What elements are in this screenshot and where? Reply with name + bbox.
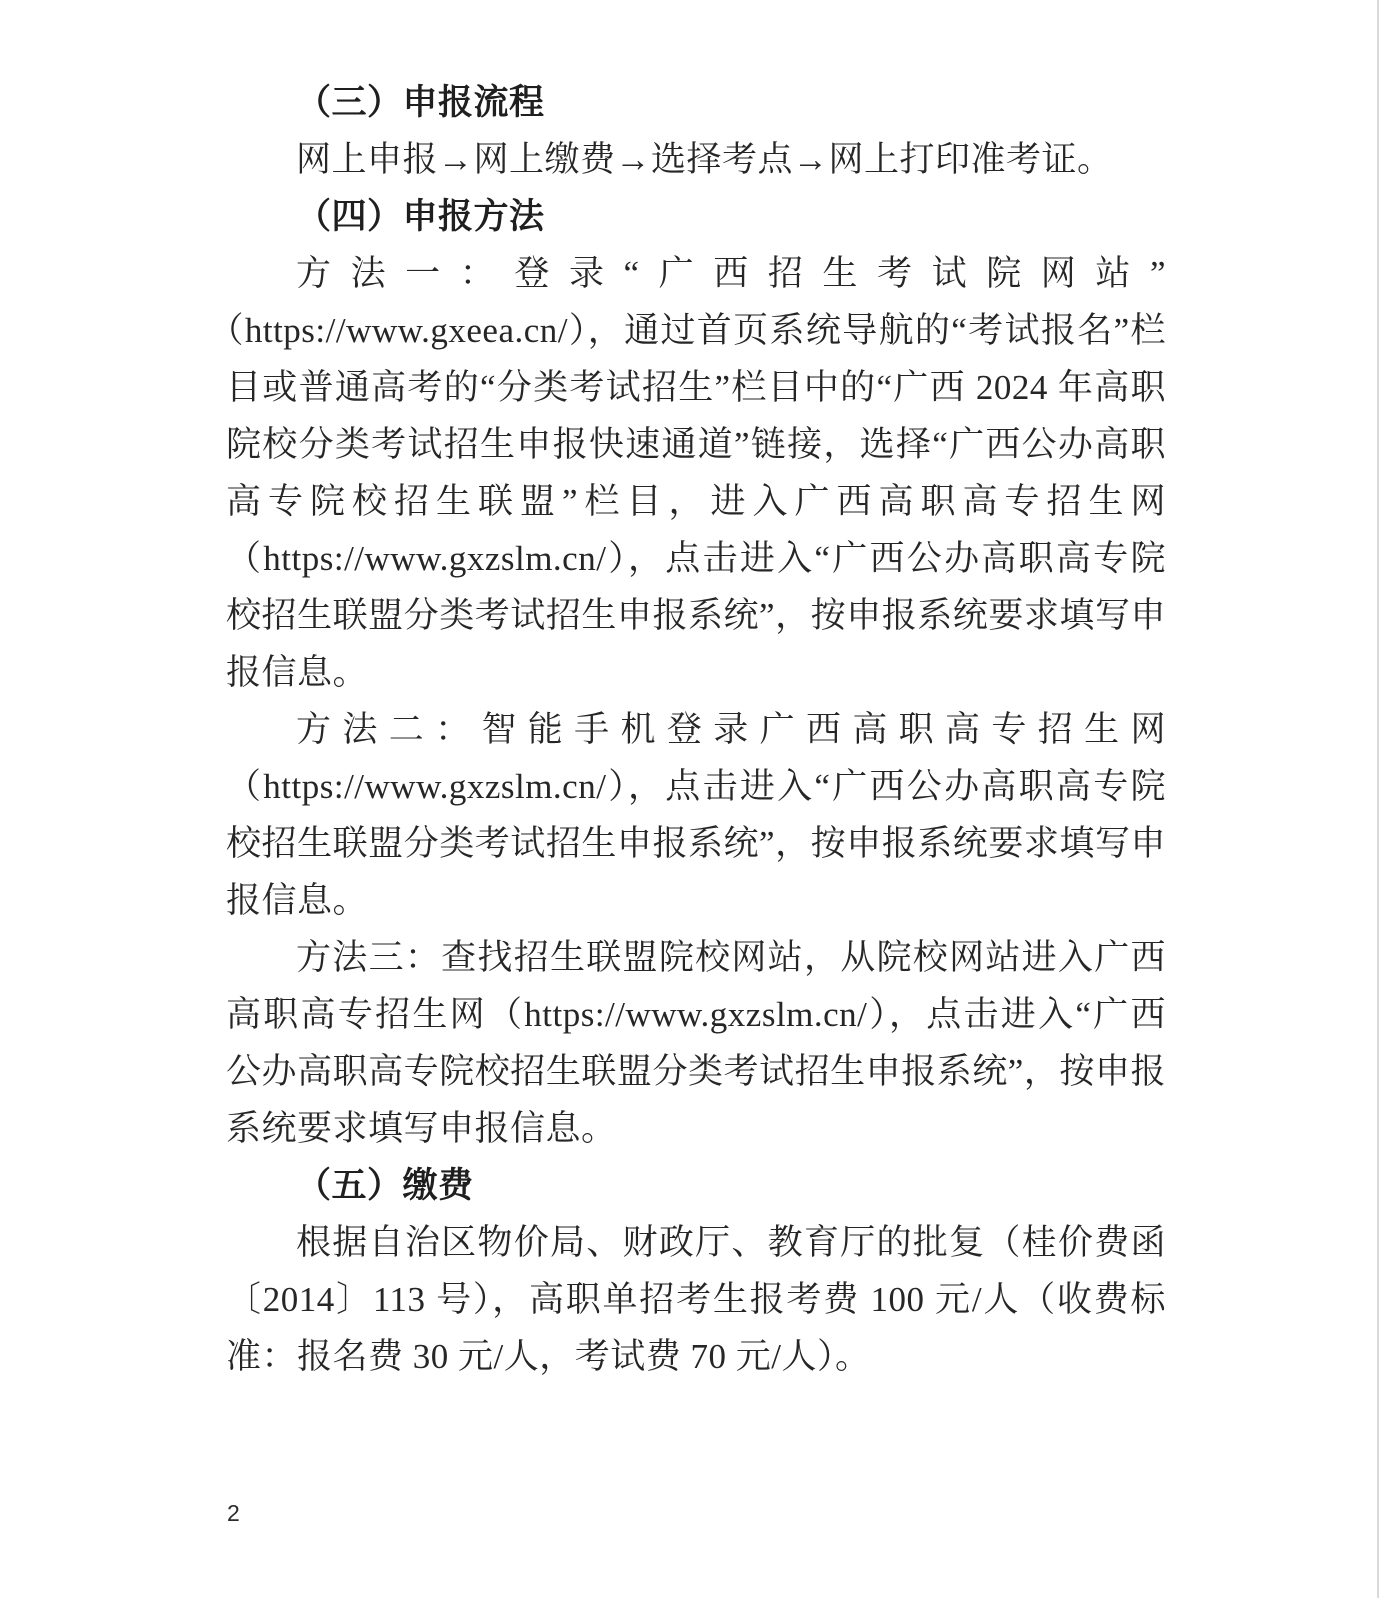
url-text: （https://www.gxeea.cn/）: [226, 311, 588, 350]
section-heading-application-process: （三）申报流程: [296, 83, 545, 122]
section-heading-payment: （五）缴费: [296, 1166, 474, 1205]
method-3-paragraph: 方法三：查找招生联盟院校网站，从院校网站进入广西高职高专招生网（https://www.gxzslm.cn/），点击进入“广西公办高职高专院校招生联盟分类考试招生申报系统”，按申报系统要求填写申报信息。: [226, 938, 1166, 1148]
url-text: （https://www.gxzslm.cn/）: [226, 767, 629, 806]
section-heading-application-methods: （四）申报方法: [296, 197, 545, 236]
method-1-paragraph: 方法一：登录“广西招生考试院网站”（https://www.gxeea.cn/），通过首页系统导航的“考试报名”栏目或普通高考的“分类考试招生”栏目中的“广西 2024 年高职院校分类考试招生申报快速通道”链接，选择“广西公办高职高专院校招生联盟”栏目，进入广西高职高专招生网（https://www.gxzslm.cn/），点击进入“广西公办高职高专院校招生联盟分类考试招生申报系统”，按申报系统要求填写申报信息。: [226, 254, 1166, 692]
page-right-edge-divider: [1377, 0, 1379, 1598]
method-2-paragraph: 方法二：智能手机登录广西高职高专招生网（https://www.gxzslm.cn/），点击进入“广西公办高职高专院校招生联盟分类考试招生申报系统”，按申报系统要求填写申报信息。: [226, 710, 1166, 920]
process-flow-text: 网上申报→网上缴费→选择考点→网上打印准考证。: [296, 140, 1113, 179]
page-number: 2: [227, 1500, 240, 1526]
url-text: （https://www.gxzslm.cn/）: [226, 539, 629, 578]
document-body: [226, 74, 1166, 1385]
payment-paragraph: 根据自治区物价局、财政厅、教育厅的批复（桂价费函〔2014〕113 号），高职单招考生报考费 100 元/人（收费标准：报名费 30 元/人，考试费 70 元/人）。: [226, 1223, 1166, 1376]
url-text: （https://www.gxzslm.cn/）: [486, 995, 889, 1034]
